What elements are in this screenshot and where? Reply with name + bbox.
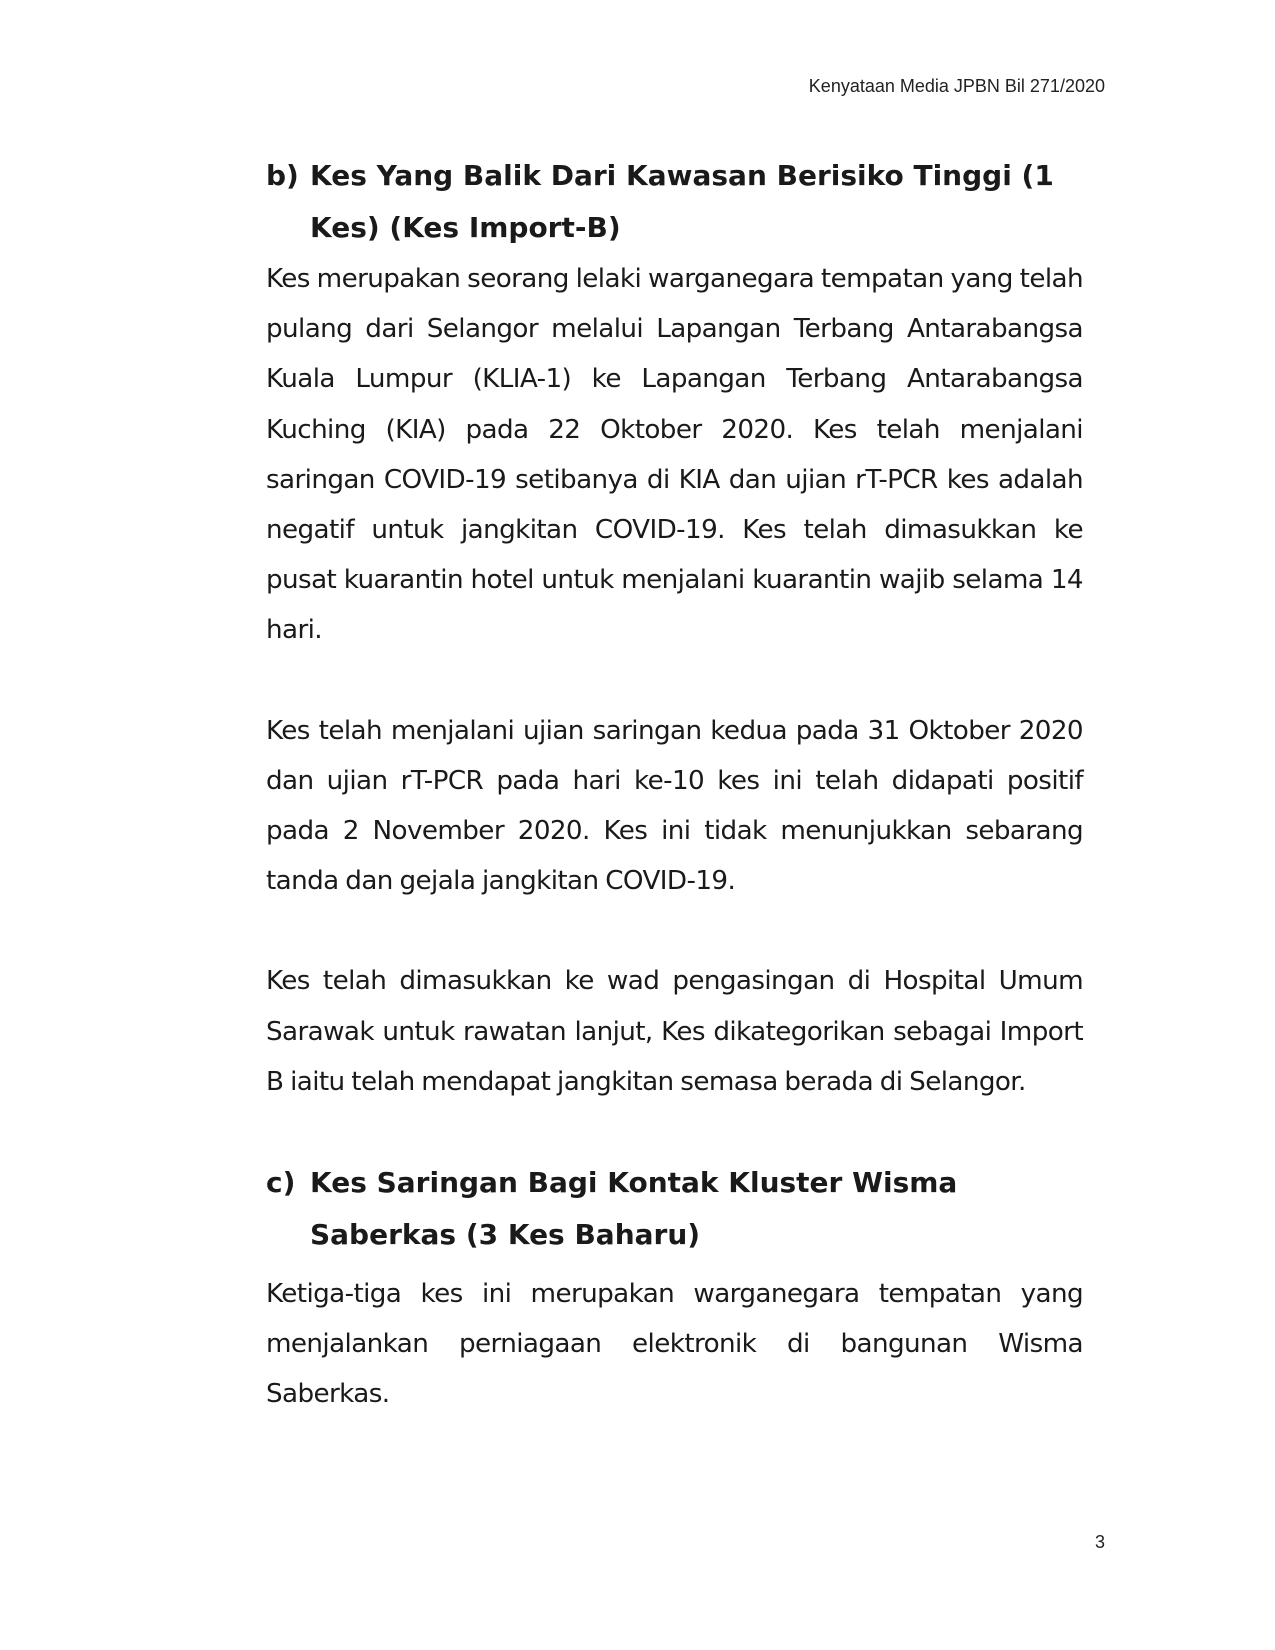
section-b-marker: b) — [266, 159, 299, 192]
section-c-marker: c) — [266, 1166, 296, 1200]
document-reference: Kenyataan Media JPBN Bil 271/2020 — [808, 76, 1105, 96]
section-b-paragraph-1: Kes merupakan seorang lelaki warganegara tempatan yang telah pulang dari Selangor melalui Lapangan Terbang Antarabangsa Kuala Lumpur (KLIA-1) ke Lapangan Terbang Antarabangsa Kuching (KIA) pada 22 Oktober 2020. Kes telah menjalani saringan COVID-19 setibanya di KIA dan ujian rT-PCR kes adalah negatif untuk jangkitan COVID-19. Kes telah dimasukkan ke pusat kuarantin hotel untuk menjalani kuarantin wajib selama 14 hari. — [266, 264, 1083, 646]
section-b-paragraph-3: Kes telah dimasukkan ke wad pengasingan di Hospital Umum Sarawak untuk rawatan lanjut, Kes dikategorikan sebagai Import B iaitu telah mendapat jangkitan semasa berada di Selangor. — [266, 966, 1083, 1097]
section-c-title: Kes Saringan Bagi Kontak Kluster Wisma Saberkas (3 Kes Baharu) — [310, 1166, 958, 1252]
section-c-heading — [266, 1157, 1083, 1261]
section-b-title: Kes Yang Balik Dari Kawasan Berisiko Tinggi (1 Kes) (Kes Import-B) — [310, 159, 1054, 244]
section-b-heading — [266, 150, 1083, 254]
section-c-paragraph-1: Ketiga-tiga kes ini merupakan warganegara tempatan yang menjalankan perniagaan elektronik di bangunan Wisma Saberkas. — [266, 1279, 1083, 1410]
section-b-paragraph-2: Kes telah menjalani ujian saringan kedua pada 31 Oktober 2020 dan ujian rT-PCR pada hari ke-10 kes ini telah didapati positif pada 2 November 2020. Kes ini tidak menunjukkan sebarang tanda dan gejala jangkitan COVID-19. — [266, 715, 1083, 897]
document-body — [266, 150, 1083, 1420]
page-number: 3 — [1094, 1532, 1105, 1552]
